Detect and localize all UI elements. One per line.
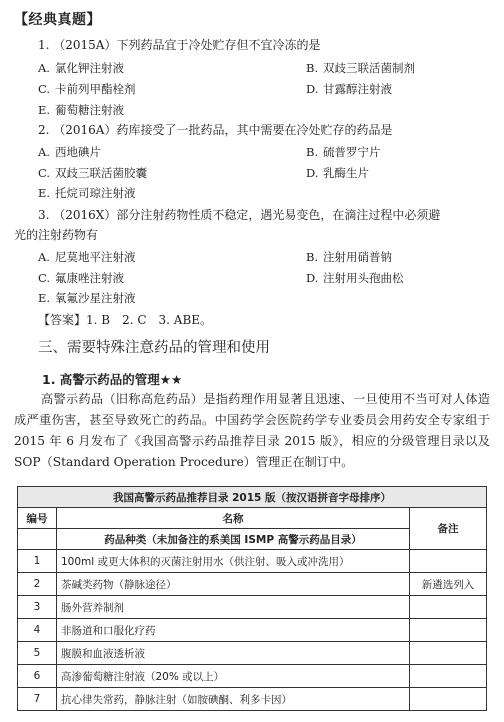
col-header-name: 名称: [57, 508, 410, 529]
table-row: [18, 665, 487, 688]
row-no: 1: [18, 550, 57, 573]
body-paragraph: 高警示药品（旧称高危药品）是指药理作用显著且迅速、一旦使用不当可对人体造成严重伤害，甚至导致死亡的药品。中国药学会医院药学专业委员会用药安全专家组于 2015 年 6 月发布了《我国高警示药品推荐目录 2015 版》，相应的分级管理目录以及 SOP（Standard Operation Procedure）管理正在制订中。: [14, 392, 490, 469]
table-row: [18, 573, 487, 596]
table-subheader: 药品种类（未加备注的系美国 ISMP 高警示药品目录）: [57, 529, 410, 550]
row-note: [410, 619, 487, 642]
row-name: 抗心律失常药，静脉注射（如胺碘酮、利多卡因）: [57, 688, 410, 711]
table-caption: 我国高警示药品推荐目录 2015 版（按汉语拼音字母排序）: [18, 487, 487, 508]
table-row: [18, 688, 487, 711]
q1-option-c: C. 卡前列甲酯栓剂: [38, 82, 136, 96]
q2-option-c: C. 双歧三联活菌胶囊: [38, 166, 147, 180]
col-header-no: 编号: [18, 508, 57, 529]
q2-option-b: B. 硫普罗宁片: [306, 145, 381, 159]
high-alert-drug-table: [17, 486, 487, 711]
q3-option-c: C. 氟康唑注射液: [38, 271, 124, 285]
row-note: [410, 596, 487, 619]
q1-option-b: B. 双歧三联活菌制剂: [306, 61, 415, 75]
table-caption-row: [18, 487, 487, 508]
section-title: 【经典真题】: [14, 12, 101, 28]
row-note: 新遴选列入: [410, 573, 487, 596]
row-name: 100ml 或更大体积的灭菌注射用水（供注射、吸入或冲洗用）: [57, 550, 410, 573]
question-3-stem-line1: 3. （2016X）部分注射药物性质不稳定，遇光易变色，在滴注过程中必须避: [38, 208, 441, 222]
col-header-note: 备注: [410, 508, 487, 550]
row-name: 高渗葡萄糖注射液（20% 或以上）: [57, 665, 410, 688]
subheader-blank: [18, 529, 57, 550]
table-row: [18, 596, 487, 619]
row-note: [410, 665, 487, 688]
row-note: [410, 550, 487, 573]
question-1-stem: 1. （2015A）下列药品宜于冷处贮存但不宜冷冻的是: [38, 38, 321, 52]
row-no: 3: [18, 596, 57, 619]
q2-option-a: A. 西地碘片: [38, 145, 101, 159]
row-no: 5: [18, 642, 57, 665]
subsection-heading: 1. 高警示药品的管理★★: [42, 372, 183, 387]
q3-option-d: D. 注射用头孢曲松: [306, 271, 404, 285]
row-name: 腹膜和血液透析液: [57, 642, 410, 665]
table-row: [18, 642, 487, 665]
q3-option-a: A. 尼莫地平注射液: [38, 250, 136, 264]
q3-option-e: E. 氧氟沙星注射液: [38, 291, 136, 305]
table-row: [18, 619, 487, 642]
question-3-stem-line2: 光的注射药物有: [14, 228, 99, 242]
row-no: 7: [18, 688, 57, 711]
q3-option-b: B. 注射用硝普钠: [306, 250, 392, 264]
question-2-stem: 2. （2016A）药库接受了一批药品，其中需要在冷处贮存的药品是: [38, 123, 393, 137]
row-name: 茶碱类药物（静脉途径）: [57, 573, 410, 596]
row-note: [410, 688, 487, 711]
row-name: 非肠道和口服化疗药: [57, 619, 410, 642]
row-no: 4: [18, 619, 57, 642]
q2-option-d: D. 乳酶生片: [306, 166, 369, 180]
row-note: [410, 642, 487, 665]
table-header-row: [18, 508, 487, 529]
table-row: [18, 550, 487, 573]
section-heading: 三、需要特殊注意药品的管理和使用: [38, 340, 270, 356]
row-name: 肠外营养制剂: [57, 596, 410, 619]
q1-option-e: E. 葡萄糖注射液: [38, 103, 124, 117]
q2-option-e: E. 托烷司琼注射液: [38, 186, 136, 200]
q1-option-d: D. 甘露醇注射液: [306, 82, 392, 96]
row-no: 2: [18, 573, 57, 596]
q1-option-a: A. 氯化钾注射液: [38, 61, 124, 75]
answer-line: 【答案】1. B 2. C 3. ABE。: [38, 313, 213, 327]
row-no: 6: [18, 665, 57, 688]
